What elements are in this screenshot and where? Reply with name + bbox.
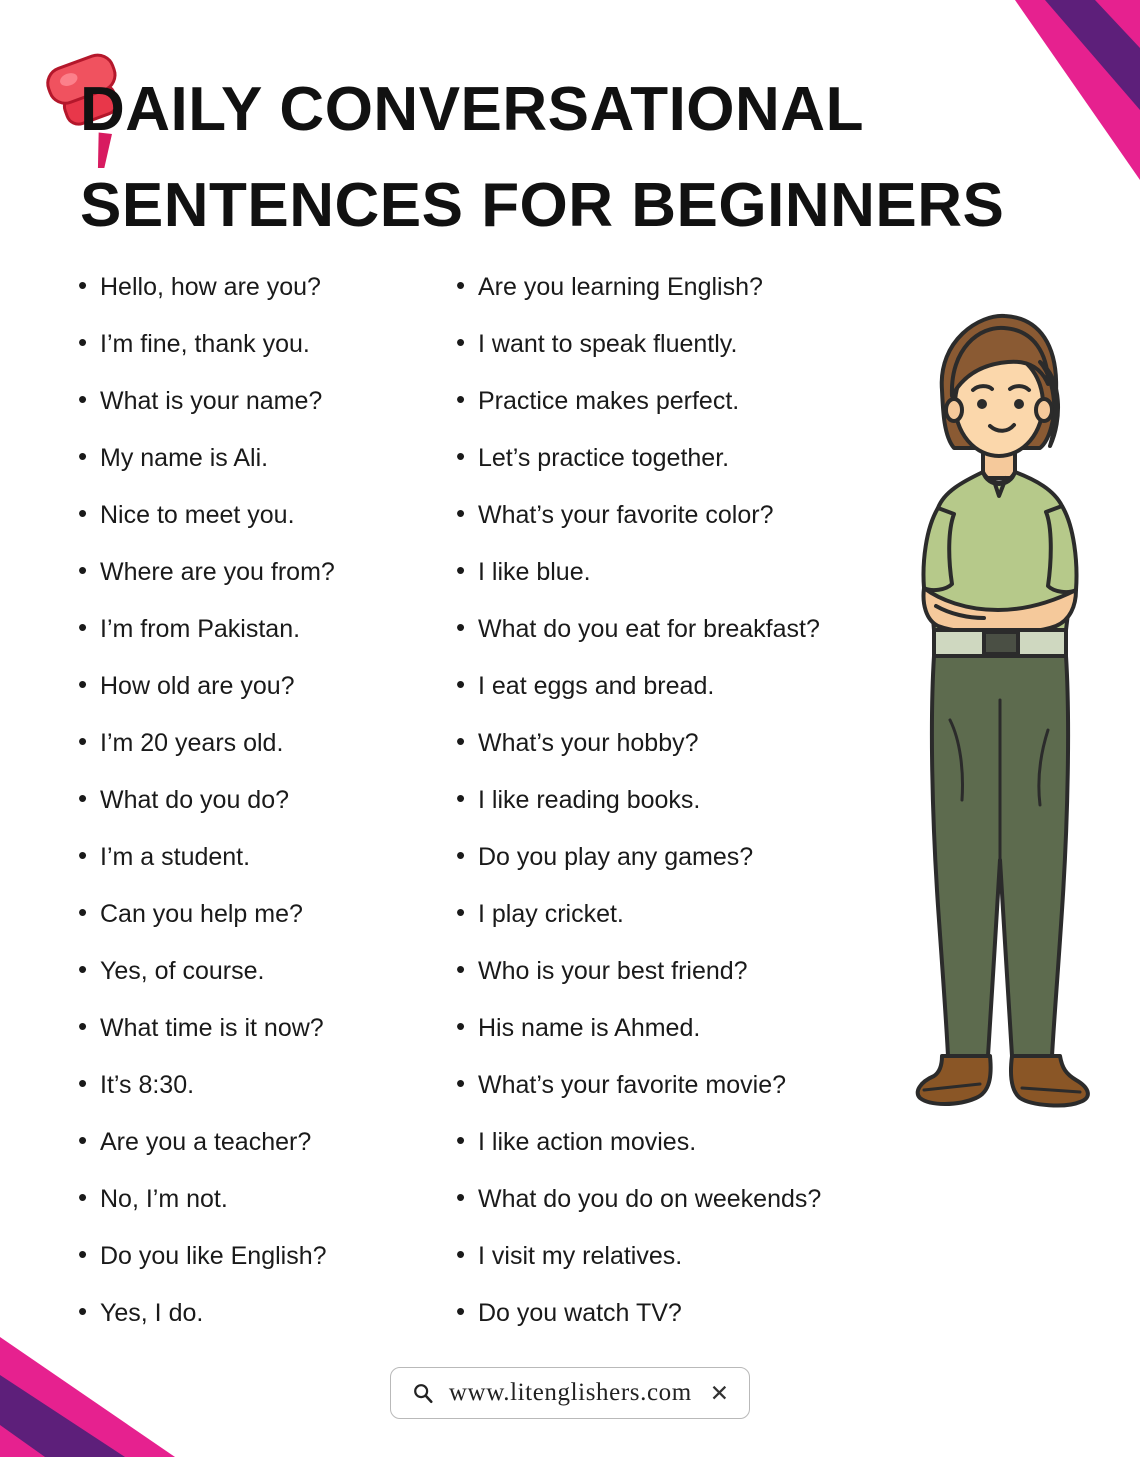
list-item: • Are you learning English?: [448, 275, 918, 300]
list-item: • What do you do on weekends?: [448, 1187, 918, 1212]
list-item: • I like action movies.: [448, 1130, 918, 1155]
page-title-line-1: DAILY CONVERSATIONAL: [80, 75, 864, 144]
footer: [0, 1367, 1140, 1419]
list-item: • Do you watch TV?: [448, 1301, 918, 1326]
close-icon[interactable]: ✕: [709, 1379, 730, 1406]
list-item: • Can you help me?: [70, 902, 440, 927]
list-item: • What time is it now?: [70, 1016, 440, 1041]
list-item: • Let’s practice together.: [448, 446, 918, 471]
list-item: • I’m a student.: [70, 845, 440, 870]
list-item: • What’s your hobby?: [448, 731, 918, 756]
left-sentence-list: [70, 275, 440, 1326]
list-item: • What is your name?: [70, 389, 440, 414]
website-url-pill[interactable]: [390, 1367, 750, 1419]
list-item: • Nice to meet you.: [70, 503, 440, 528]
list-item: • Are you a teacher?: [70, 1130, 440, 1155]
search-icon: [411, 1381, 435, 1405]
sentence-columns: [70, 275, 950, 1358]
list-item: • Where are you from?: [70, 560, 440, 585]
list-item: • I like reading books.: [448, 788, 918, 813]
list-item: • Do you like English?: [70, 1244, 440, 1269]
list-item: • What’s your favorite movie?: [448, 1073, 918, 1098]
list-item: • I play cricket.: [448, 902, 918, 927]
list-item: • I eat eggs and bread.: [448, 674, 918, 699]
list-item: • Practice makes perfect.: [448, 389, 918, 414]
list-item: • No, I’m not.: [70, 1187, 440, 1212]
list-item: • How old are you?: [70, 674, 440, 699]
standing-woman-illustration: [880, 300, 1110, 1180]
list-item: • I’m fine, thank you.: [70, 332, 440, 357]
list-item: • What do you do?: [70, 788, 440, 813]
list-item: • Hello, how are you?: [70, 275, 440, 300]
right-column: [448, 275, 918, 1358]
list-item: • His name is Ahmed.: [448, 1016, 918, 1041]
list-item: • What do you eat for breakfast?: [448, 617, 918, 642]
list-item: • It’s 8:30.: [70, 1073, 440, 1098]
list-item: • I like blue.: [448, 560, 918, 585]
page-title-line-2: SENTENCES FOR BEGINNERS: [80, 171, 1005, 241]
list-item: • I’m 20 years old.: [70, 731, 440, 756]
list-item: • I want to speak fluently.: [448, 332, 918, 357]
list-item: • I visit my relatives.: [448, 1244, 918, 1269]
list-item: • My name is Ali.: [70, 446, 440, 471]
list-item: • Yes, of course.: [70, 959, 440, 984]
list-item: • Do you play any games?: [448, 845, 918, 870]
page-title: [80, 62, 1080, 254]
list-item: • Yes, I do.: [70, 1301, 440, 1326]
right-sentence-list: [448, 275, 918, 1326]
website-url-text: www.litenglishers.com: [448, 1379, 692, 1406]
left-column: [70, 275, 440, 1358]
list-item: • What’s your favorite color?: [448, 503, 918, 528]
list-item: • I’m from Pakistan.: [70, 617, 440, 642]
list-item: • Who is your best friend?: [448, 959, 918, 984]
